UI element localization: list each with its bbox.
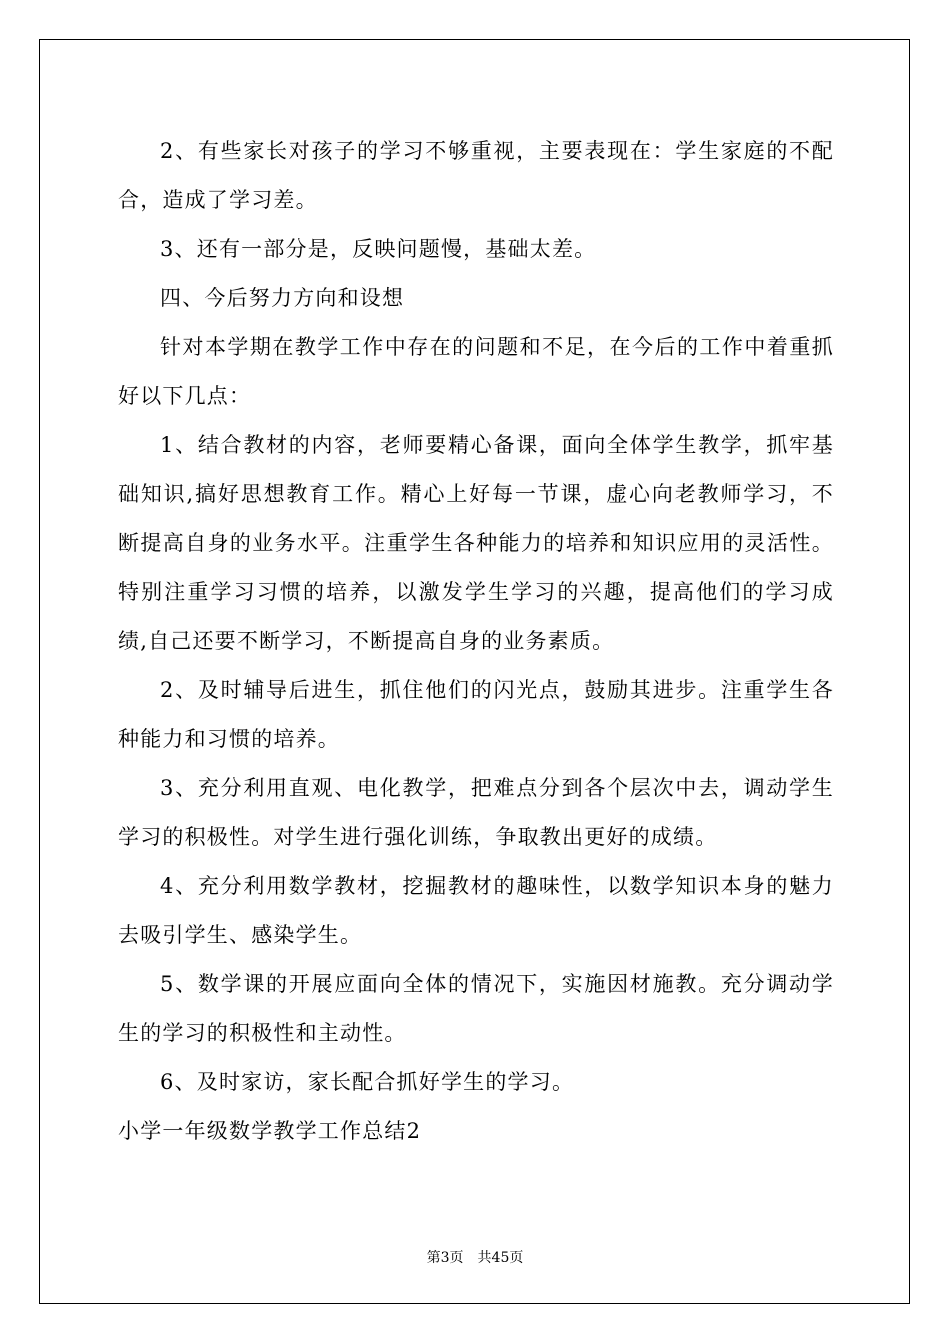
section-heading-future-direction: 四、今后努力方向和设想 bbox=[160, 286, 405, 310]
section-title: 小学一年级数学教学工作总结2 bbox=[118, 1119, 422, 1143]
paragraph-slow-response: 3、还有一部分是，反映问题慢，基础太差。 bbox=[160, 237, 597, 261]
paragraph-point-1: 1、结合教材的内容，老师要精心备课，面向全体学生教学，抓牢基础知识,搞好思想教育工作。精心上好每一节课，虚心向老教师学习，不断提高自身的业务水平。注重学生各种能力的培养和知识应用的灵活性。特别注重学习习惯的培养，以激发学生学习的兴趣，提高他们的学习成绩,自己还要不断学习，不断提高自身的业务素质。 bbox=[118, 433, 834, 653]
paragraph-focus-points-intro: 针对本学期在教学工作中存在的问题和不足，在今后的工作中着重抓好以下几点： bbox=[118, 335, 834, 408]
paragraph-point-6: 6、及时家访，家长配合抓好学生的学习。 bbox=[160, 1070, 575, 1094]
paragraph-point-2: 2、及时辅导后进生，抓住他们的闪光点，鼓励其进步。注重学生各种能力和习惯的培养。 bbox=[118, 678, 834, 751]
paragraph-point-4: 4、充分利用数学教材，挖掘教材的趣味性，以数学知识本身的魅力去吸引学生、感染学生。 bbox=[118, 874, 834, 947]
document-body bbox=[118, 127, 834, 1156]
paragraph-point-3: 3、充分利用直观、电化教学，把难点分到各个层次中去，调动学生学习的积极性。对学生进行强化训练，争取教出更好的成绩。 bbox=[118, 776, 834, 849]
page-total: 共45页 bbox=[477, 1250, 524, 1266]
page-number: 第3页 bbox=[426, 1250, 464, 1266]
paragraph-parent-attention: 2、有些家长对孩子的学习不够重视，主要表现在：学生家庭的不配合，造成了学习差。 bbox=[118, 139, 834, 212]
page-footer bbox=[0, 1247, 950, 1267]
paragraph-point-5: 5、数学课的开展应面向全体的情况下，实施因材施教。充分调动学生的学习的积极性和主动性。 bbox=[118, 972, 834, 1045]
